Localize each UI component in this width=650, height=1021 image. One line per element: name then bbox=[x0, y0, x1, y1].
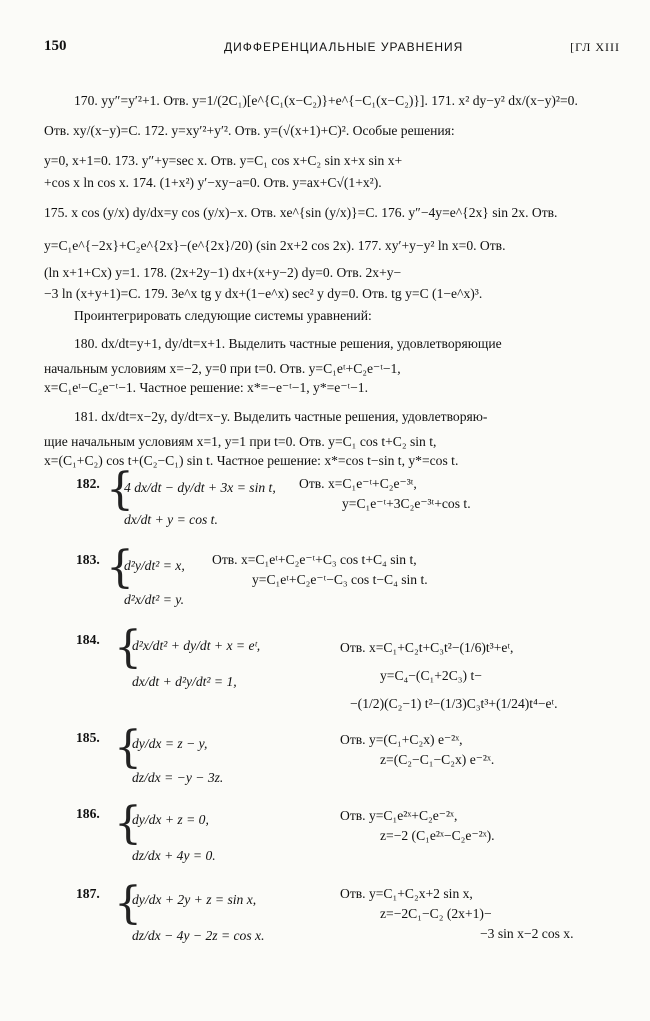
equation: dy/dx + z = 0, bbox=[132, 812, 209, 827]
line-171-answer: Отв. xy/(x−y)=C. 172. y=xy′²+y′². Отв. y=(√(x+1)+C)². Особые решения: bbox=[44, 123, 455, 138]
answer: Отв. y=(C₁+C₂x) e⁻²ˣ, bbox=[340, 732, 463, 747]
answer: Отв. x=C₁e⁻ᵗ+C₂e⁻³ᵗ, bbox=[299, 476, 417, 491]
page-number: 150 bbox=[44, 38, 67, 54]
brace-symbol: { bbox=[114, 722, 142, 773]
line-173: y=0, x+1=0. 173. y″+y=sec x. Отв. y=C₁ cos x+C₂ sin x+x sin x+ bbox=[44, 153, 403, 168]
answer: y=C₁eᵗ+C₂e⁻ᵗ−C₃ cos t−C₄ sin t. bbox=[252, 572, 428, 587]
equation: 4 dx/dt − dy/dt + 3x = sin t, bbox=[124, 480, 276, 495]
equation: d²y/dt² = x, bbox=[124, 558, 185, 573]
line-178: (ln x+1+Cx) y=1. 178. (2x+2y−1) dx+(x+y−2) dy=0. Отв. 2x+y− bbox=[44, 265, 402, 280]
answer: −3 sin x−2 cos x. bbox=[480, 926, 574, 941]
answer: −(1/2)(C₂−1) t²−(1/3)C₃t³+(1/24)t⁴−eᵗ. bbox=[350, 696, 558, 711]
equation: d²x/dt² + dy/dt + x = eᵗ, bbox=[132, 638, 261, 653]
equation: dy/dx + 2y + z = sin x, bbox=[132, 892, 257, 907]
line-176-answer: y=C₁e^{−2x}+C₂e^{2x}−(e^{2x}/20) (sin 2x+2 cos 2x). 177. xy′+y−y² ln x=0. Отв. bbox=[44, 238, 506, 253]
answer: y=C₁e⁻ᵗ+3C₂e⁻³ᵗ+cos t. bbox=[342, 496, 471, 511]
answer: Отв. x=C₁eᵗ+C₂e⁻ᵗ+C₃ cos t+C₄ sin t, bbox=[212, 552, 417, 567]
book-page bbox=[44, 38, 620, 943]
chapter-label: [ГЛ XIII bbox=[570, 40, 620, 54]
brace-symbol: { bbox=[106, 464, 134, 515]
answer: y=C₄−(C₁+2C₃) t− bbox=[380, 668, 482, 683]
line-181: 181. dx/dt=x−2y, dy/dt=x−y. Выделить частные решения, удовлетворяю- bbox=[74, 409, 488, 424]
problem-number: 183. bbox=[76, 552, 100, 567]
problem-number: 184. bbox=[76, 632, 100, 647]
brace-symbol: { bbox=[106, 542, 134, 593]
running-header bbox=[44, 38, 620, 60]
line-systems-heading: Проинтегрировать следующие системы уравнений: bbox=[74, 308, 372, 323]
answer: Отв. x=C₁+C₂t+C₃t²−(1/6)t³+eᵗ, bbox=[340, 640, 514, 655]
brace-symbol: { bbox=[114, 622, 142, 673]
chapter-title: ДИФФЕРЕНЦИАЛЬНЫЕ УРАВНЕНИЯ bbox=[224, 40, 464, 54]
equation: dx/dt + d²y/dt² = 1, bbox=[132, 674, 237, 689]
line-181-conditions: щие начальным условиям x=1, y=1 при t=0. Отв. y=C₁ cos t+C₂ sin t, bbox=[44, 434, 437, 449]
answer: z=−2C₁−C₂ (2x+1)− bbox=[380, 906, 492, 921]
line-180: 180. dx/dt=y+1, dy/dt=x+1. Выделить частные решения, удовлетворяющие bbox=[74, 336, 502, 351]
answer: Отв. y=C₁e²ˣ+C₂e⁻²ˣ, bbox=[340, 808, 458, 823]
problem-number: 182. bbox=[76, 476, 100, 491]
line-179: −3 ln (x+y+1)=C. 179. 3e^x tg y dx+(1−e^x) sec² y dy=0. Отв. tg y=C (1−e^x)³. bbox=[44, 286, 483, 301]
brace-symbol: { bbox=[114, 878, 142, 929]
answer: z=−2 (C₁e²ˣ−C₂e⁻²ˣ). bbox=[380, 828, 495, 843]
problem-number: 186. bbox=[76, 806, 100, 821]
line-174: +cos x ln cos x. 174. (1+x²) y′−xy−a=0. Отв. y=ax+C√(1+x²). bbox=[44, 175, 382, 190]
line-180-answer: x=C₁eᵗ−C₂e⁻ᵗ−1. Частное решение: x*=−e⁻ᵗ−1, y*=e⁻ᵗ−1. bbox=[44, 380, 368, 395]
line-180-conditions: начальным условиям x=−2, y=0 при t=0. Отв. y=C₁eᵗ+C₂e⁻ᵗ−1, bbox=[44, 361, 401, 376]
line-170: 170. yy″=y′²+1. Отв. y=1/(2C₁)[e^{C₁(x−C₂)}+e^{−C₁(x−C₂)}]. 171. x² dy−y² dx/(x−y)²=0. bbox=[74, 93, 578, 108]
equation: d²x/dt² = y. bbox=[124, 592, 184, 607]
answer: z=(C₂−C₁−C₂x) e⁻²ˣ. bbox=[380, 752, 495, 767]
equation: dy/dx = z − y, bbox=[132, 736, 208, 751]
equation: dz/dx = −y − 3z. bbox=[132, 770, 224, 785]
answer: Отв. y=C₁+C₂x+2 sin x, bbox=[340, 886, 473, 901]
line-175: 175. x cos (y/x) dy/dx=y cos (y/x)−x. Отв. xe^{sin (y/x)}=C. 176. y″−4y=e^{2x} sin 2x. Отв. bbox=[44, 205, 558, 220]
equation: dz/dx + 4y = 0. bbox=[132, 848, 216, 863]
line-181-answer: x=(C₁+C₂) cos t+(C₂−C₁) sin t. Частное решение: x*=cos t−sin t, y*=cos t. bbox=[44, 453, 459, 468]
equation: dz/dx − 4y − 2z = cos x. bbox=[132, 928, 265, 943]
problem-number: 185. bbox=[76, 730, 100, 745]
brace-symbol: { bbox=[114, 798, 142, 849]
equation: dx/dt + y = cos t. bbox=[124, 512, 218, 527]
problem-number: 187. bbox=[76, 886, 100, 901]
